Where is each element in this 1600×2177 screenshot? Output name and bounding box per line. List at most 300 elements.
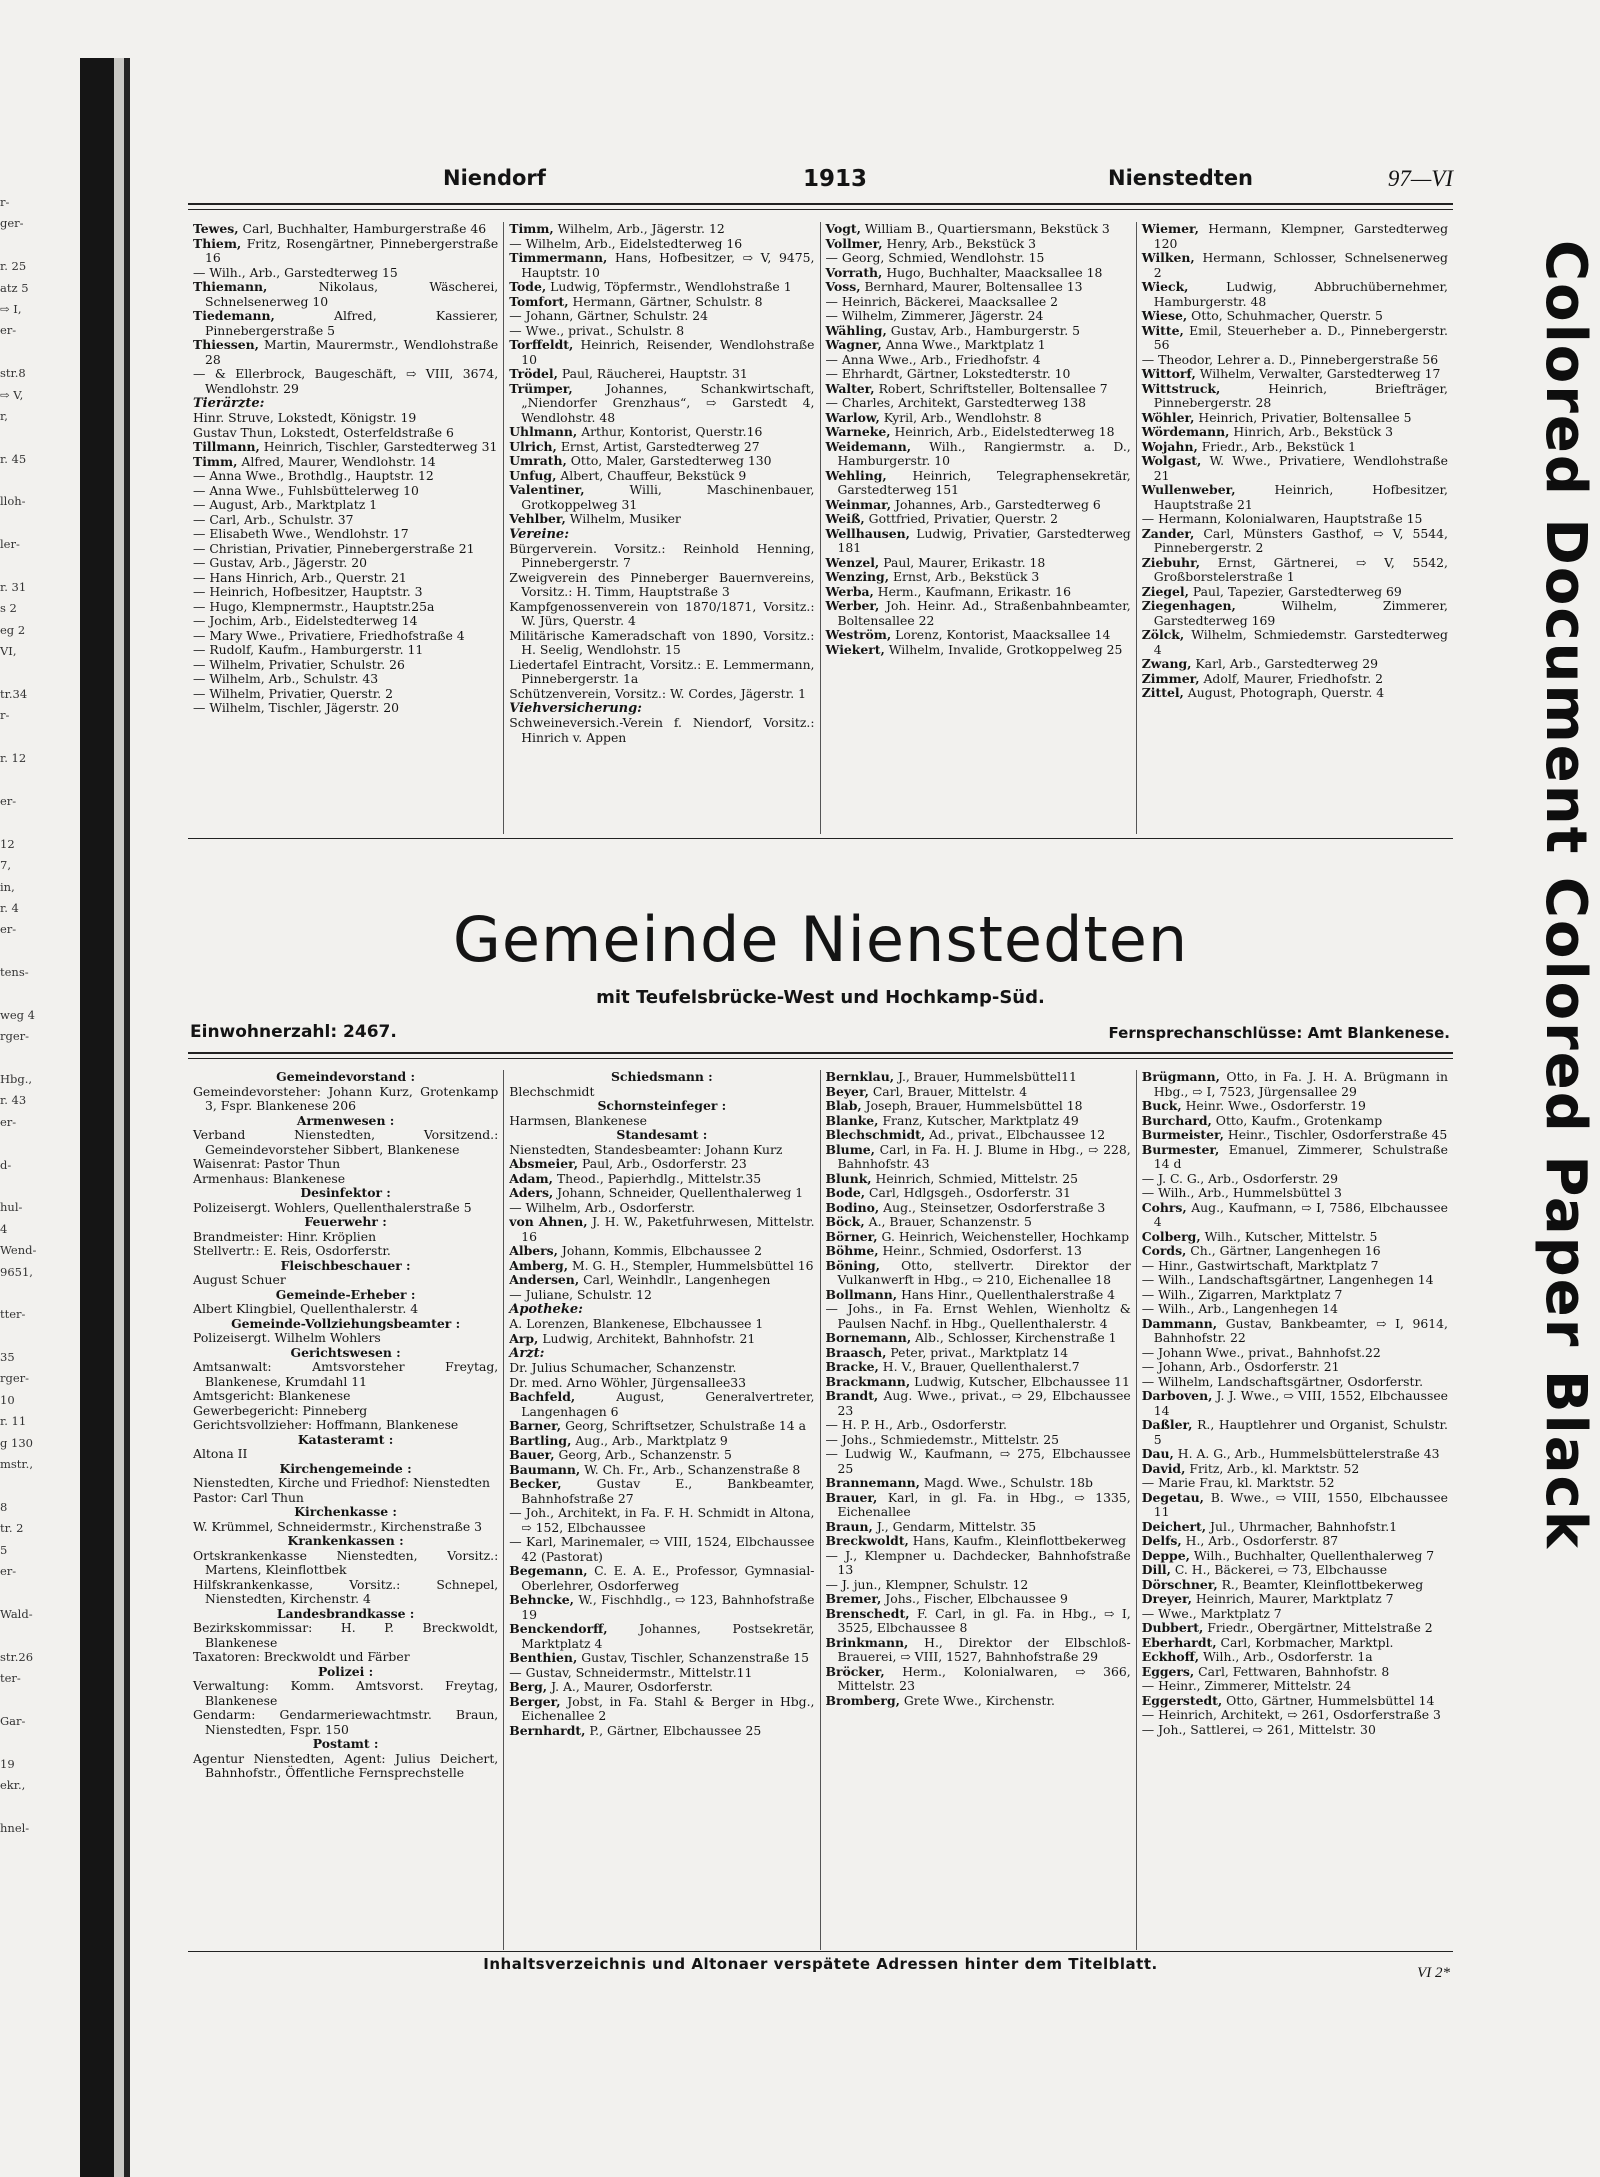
directory-entry [509,1361,814,1376]
section-heading: Armenwesen : [296,1112,395,1128]
directory-entry [509,716,814,745]
directory-column [821,1070,1137,1950]
entry-surname: Timm, [193,453,238,469]
entry-details: Magd. Wwe., Schulstr. 18b [919,1475,1093,1490]
section-heading: Gemeinde-Erheber : [275,1286,416,1302]
entry-surname: Dreyer, [1141,1591,1192,1606]
entry-details: Aug., Steinsetzer, Osdorferstraße 3 [879,1199,1106,1215]
entry-surname: Bröcker, [825,1663,885,1679]
entry-details: Albert, Chauffeur, Bekstück 9 [556,467,747,483]
title-rule-thin [188,1058,1453,1059]
directory-entry [193,1157,498,1172]
directory-entry [826,367,1131,382]
directory-entry [193,556,498,571]
entry-surname: Braun, [825,1518,873,1534]
entry-surname: Trödel, [509,366,558,381]
entry-details: H. V., Brauer, Quellenthalerst.7 [878,1359,1080,1374]
fragment-line: hul- [0,1200,23,1215]
entry-details: Bezirkskommissar: H. P. Breckwoldt, Blankenese [193,1620,499,1650]
directory-entry [509,469,814,484]
phone-exchange: Fernsprechanschlüsse: Amt Blankenese. [1108,1024,1450,1042]
fragment-line: r. 4 [0,900,19,915]
directory-entry [826,1302,1131,1331]
footer-note: Inhaltsverzeichnis und Altonaer verspätete Adressen hinter dem Titelblatt. [483,1955,1158,1973]
directory-entry [1142,527,1448,556]
directory-entry [509,1157,814,1172]
directory-entry [509,1376,814,1391]
entry-details: Armenhaus: Blankenese [193,1170,346,1186]
directory-entry [826,280,1131,295]
directory-entry [193,338,498,367]
entry-details: Heinr., Schmied, Osdorferst. 13 [878,1243,1082,1258]
entry-details: Wilhelm, Zimmerer, Garstedterweg 169 [1153,598,1448,628]
entry-details: — Ludwig W., Kaufmann, ⇨ 275, Elbchaussee 25 [825,1446,1131,1476]
entry-details: Robert, Schriftsteller, Boltensallee 7 [874,380,1108,396]
entry-details: Carl, Brauer, Mittelstr. 4 [868,1083,1028,1099]
section-heading: Fleischbeschauer : [280,1257,411,1273]
directory-entry [826,628,1131,643]
entry-details: Otto, Kaufm., Grotenkamp [1211,1112,1383,1128]
fragment-line [0,1286,78,1307]
entry-surname: Wieck, [1141,279,1189,294]
entry-details: Otto, Maler, Garstedterweg 130 [566,453,772,468]
entry-surname: Dill, [1141,1562,1171,1577]
entry-surname: Bremer, [825,1591,882,1606]
directory-entry [826,396,1131,411]
directory-entry [1142,367,1448,382]
directory-entry [826,1389,1131,1418]
directory-entry [826,1520,1131,1535]
entry-details: — Wilh., Arb., Langenhegen 14 [1141,1301,1339,1316]
entry-details: Wilhelm, Arb., Jägerstr. 12 [553,221,725,236]
directory-entry [193,1549,498,1578]
entry-details: W., Fischhdlg., ⇨ 123, Bahnhofstraße 19 [521,1592,815,1622]
directory-entry [1142,1636,1448,1651]
directory-entry [193,1752,498,1781]
entry-details: Hinr. Struve, Lokstedt, Königstr. 19 [193,410,417,425]
entry-details: Franz, Kutscher, Marktplatz 49 [878,1112,1079,1128]
entry-surname: Blunk, [825,1170,872,1186]
entry-surname: Burmeister, [1141,1127,1224,1142]
entry-details: Ernst, Gärtnerei, ⇨ V, 5542, Großborstelerstraße 1 [1153,554,1448,584]
directory-entry [509,1186,814,1201]
entry-details: — J. C. G., Arb., Osdorferstr. 29 [1141,1170,1338,1186]
directory-entry [1142,425,1448,440]
entry-details: Ad., privat., Elbchaussee 12 [925,1127,1106,1142]
entry-details: — Anna Wwe., Arb., Friedhofstr. 4 [825,351,1041,367]
entry-surname: Wolgast, [1141,453,1202,468]
entry-details: — Hermann, Kolonialwaren, Hauptstraße 15 [1141,511,1423,526]
header-rule [188,203,1453,205]
entry-details: J. H. W., Paketfuhrwesen, Mittelstr. 16 [521,1214,815,1244]
entry-details: — Wwe., Marktplatz 7 [1141,1605,1282,1621]
entry-surname: Becker, [509,1476,562,1491]
entry-details: Hermann, Klempner, Garstedterweg 120 [1153,221,1448,251]
directory-entry [1142,1578,1448,1593]
fragment-line: er- [0,1564,17,1578]
entry-surname: Tillmann, [193,439,260,454]
fragment-line: s 2 [0,601,17,616]
entry-details: Ludwig, Töpfermstr., Wendlohstraße 1 [546,279,792,294]
entry-details: Wilhelm, Musiker [565,511,681,526]
fragment-line: Wend- [0,1243,37,1258]
entry-details: — Wilhelm, Zimmerer, Jägerstr. 24 [825,308,1044,323]
entry-details: Amtsanwalt: Amtsvorsteher Freytag, Blankenese, Krumdahl 11 [193,1359,499,1389]
entry-details: Pastor: Carl Thun [193,1489,304,1505]
directory-column [188,222,504,834]
entry-details: Schweineversich.-Verein f. Niendorf, Vorsitz.: Hinrich v. Appen [509,715,815,745]
fragment-line [0,1799,78,1820]
entry-surname: Ziebuhr, [1141,554,1201,570]
entry-details: Heinrich, Schmied, Mittelstr. 25 [871,1170,1079,1186]
entry-surname: Brinkmann, [825,1634,909,1650]
entry-details: C. E. A. E., Professor, Gymnasial-Oberlehrer, Osdorferweg [521,1563,815,1593]
directory-entry [509,280,814,295]
entry-details: Harmsen, Blankenese [509,1112,647,1128]
entry-details: Ludwig, Privatier, Garstedterweg 181 [837,525,1131,555]
directory-entry [1142,1389,1448,1418]
entry-surname: Deichert, [1141,1518,1207,1534]
entry-details: — Juliane, Schulstr. 12 [509,1286,652,1302]
entry-surname: Unfug, [509,467,557,483]
entry-surname: Wenzing, [825,569,890,584]
entry-details: — Joh., Sattlerei, ⇨ 261, Mittelstr. 30 [1141,1721,1376,1737]
entry-details: R., Beamter, Kleinflottbekerweg [1217,1576,1424,1592]
directory-entry [193,701,498,716]
header-left: Niendorf [443,166,546,190]
binding-gutter-edge [114,58,124,2177]
entry-surname: Witte, [1141,322,1184,338]
entry-details: Gemeindevorsteher: Johann Kurz, Grotenkamp 3, Fspr. Blankenese 206 [193,1083,499,1113]
directory-entry [193,571,498,586]
entry-surname: Buck, [1141,1098,1182,1113]
footer-rule [188,1951,1453,1952]
entry-details: — Anna Wwe., Brothdlg., Hauptstr. 12 [193,468,434,483]
directory-entry [826,1085,1131,1100]
fragment-line: 12 [0,836,15,851]
entry-details: Gustav, Arb., Hamburgerstr. 5 [886,322,1080,338]
entry-surname: Torffeldt, [509,337,574,352]
directory-entry [1142,1491,1448,1520]
entry-details: Kyril, Arb., Wendlohstr. 8 [879,409,1042,425]
entry-details: — Gustav, Arb., Jägerstr. 20 [193,555,368,570]
entry-surname: Dammann, [1141,1315,1218,1331]
entry-surname: Brannemann, [825,1475,920,1490]
directory-entry [1142,1070,1448,1099]
fragment-line: er- [0,1114,17,1129]
entry-details: Brandmeister: Hinr. Kröplien [193,1228,377,1244]
directory-entry [1142,1099,1448,1114]
directory-entry [1142,672,1448,687]
fragment-line: str.26 [0,1649,34,1664]
fragment-line: atz 5 [0,280,29,295]
directory-entry [826,440,1131,469]
directory-entry [826,1534,1131,1549]
entry-surname: Ziegenhagen, [1141,598,1236,613]
section-heading: Gemeindevorstand : [276,1069,416,1084]
directory-entry [1142,1186,1448,1201]
entry-surname: Andersen, [509,1272,580,1287]
entry-details: — Hugo, Klempnermstr., Hauptstr.25a [193,598,435,614]
section-heading: Schornsteinfeger : [597,1098,727,1113]
entry-surname: Aders, [509,1185,554,1200]
directory-entry [826,1549,1131,1578]
entry-details: — Wilh., Arb., Garstedterweg 15 [193,264,398,280]
entry-details: Paul, Tapezier, Garstedterweg 69 [1188,583,1402,599]
fragment-line: Hbg., [0,1072,33,1087]
directory-entry [193,672,498,687]
section-heading: Polizei : [318,1663,374,1679]
entry-surname: Böhme, [825,1243,879,1258]
entry-surname: Warneke, [825,424,891,439]
entry-details: Henry, Arb., Bekstück 3 [882,235,1036,251]
entry-details: — Ehrhardt, Gärtner, Lokstedterstr. 10 [825,366,1071,381]
entry-surname: Zwang, [1141,656,1192,671]
entry-surname: Wehling, [825,467,887,483]
entry-surname: Wullenweber, [1141,482,1236,497]
entry-surname: Breckwoldt, [825,1533,909,1548]
directory-entry [1142,1723,1448,1738]
entry-surname: Benthien, [509,1650,578,1665]
fragment-line: er- [0,323,17,338]
entry-surname: Wilken, [1141,250,1195,265]
directory-entry [1142,686,1448,701]
entry-details: Blechschmidt [509,1083,595,1099]
directory-entry [509,1622,814,1651]
fragment-line: str.8 [0,366,26,381]
entry-details: Emanuel, Zimmerer, Schulstraße 14 d [1153,1141,1448,1171]
fragment-line: in, [0,879,15,894]
directory-entry [1142,1230,1448,1245]
fragment-line [0,1051,78,1072]
entry-details: Ortskrankenkasse Nienstedten, Vorsitz.: Martens, Kleinflottbek [193,1547,499,1577]
entry-details: A. Lorenzen, Blankenese, Elbchaussee 1 [509,1316,764,1331]
entry-details: — Wilhelm, Arb., Eidelstedterweg 16 [509,235,743,251]
directory-entry [193,1389,498,1404]
directory-entry [1142,1114,1448,1129]
entry-details: August, Generalvertreter, Langenhagen 6 [521,1389,815,1419]
entry-details: — Charles, Architekt, Garstedterweg 138 [825,395,1087,410]
entry-details: J., Gendarm, Mittelstr. 35 [872,1518,1037,1534]
fragment-line: rger- [0,1371,30,1386]
directory-entry [826,222,1131,237]
entry-surname: Bracke, [825,1359,879,1374]
entry-surname: Daßler, [1141,1417,1193,1432]
entry-details: Liedertafel Eintracht, Vorsitz.: E. Lemmermann, Pinnebergerstr. 1a [509,656,815,686]
category-heading: Tierärzte: [193,396,265,411]
entry-details: G. Heinrich, Weichensteller, Hochkamp [877,1228,1130,1244]
entry-surname: Wittstruck, [1141,380,1221,396]
entry-surname: Blechschmidt, [825,1127,926,1142]
directory-entry [1142,1172,1448,1187]
directory-entry [826,411,1131,426]
entry-details: W. Wwe., Privatiere, Wendlohstraße 21 [1153,453,1448,483]
directory-entry [1142,280,1448,309]
directory-entry [193,1404,498,1419]
entry-details: — Hinr., Gastwirtschaft, Marktplatz 7 [1141,1257,1379,1273]
entry-surname: Thiem, [193,235,242,251]
directory-entry [509,309,814,324]
entry-details: August, Photograph, Querstr. 4 [1183,685,1385,700]
directory-entry [826,1331,1131,1346]
entry-details: Johannes, Arb., Garstedterweg 6 [891,496,1101,512]
previous-page-fragment [0,195,78,1842]
entry-details: Heinrich, Reisender, Wendlohstraße 10 [521,337,815,367]
directory-entry [193,309,498,338]
directory-entry [509,1593,814,1622]
entry-details: Hinrich, Arb., Bekstück 3 [1229,424,1393,439]
entry-details: — Mary Wwe., Privatiere, Friedhofstraße 4 [193,627,465,643]
directory-entry [509,1564,814,1593]
directory-entry [826,1447,1131,1476]
directory-entry [193,1679,498,1708]
entry-details: — Elisabeth Wwe., Wendlohstr. 17 [193,526,409,541]
entry-details: Grete Wwe., Kirchenstr. [899,1692,1055,1708]
entry-surname: Böning, [825,1257,880,1273]
fragment-line: d- [0,1157,12,1172]
category-heading: Vereine: [509,526,569,542]
directory-entry [1142,628,1448,657]
entry-surname: Amberg, [509,1257,569,1273]
entry-details: Gustav Thun, Lokstedt, Osterfeldstraße 6 [193,424,454,440]
entry-details: — Heinrich, Hofbesitzer, Hauptstr. 3 [193,584,423,599]
entry-surname: Vogt, [825,221,861,236]
directory-entry [826,237,1131,252]
entry-details: Nienstedten, Standesbeamter: Johann Kurz [509,1141,783,1157]
entry-details: Carl, Korbmacher, Marktpl. [1216,1634,1394,1650]
fragment-line [0,1585,78,1606]
directory-entry [193,1447,498,1462]
entry-details: Jul., Uhrmacher, Bahnhofstr.1 [1206,1518,1398,1534]
entry-details: Paul, Arb., Osdorferstr. 23 [578,1156,747,1171]
directory-entry [509,367,814,382]
directory-entry [193,498,498,513]
directory-entry [826,1607,1131,1636]
directory-entry [509,425,814,440]
directory-entry [193,266,498,281]
directory-entry [826,585,1131,600]
fragment-line: g 130 [0,1435,33,1450]
directory-entry [1142,1549,1448,1564]
directory-entry [193,222,498,237]
entry-details: Nienstedten, Kirche und Friedhof: Nienstedten [193,1475,490,1490]
fragment-line: ⇨ V, [0,387,24,402]
directory-entry [1142,1476,1448,1491]
fragment-line: eg 2 [0,622,26,637]
entry-surname: Wellhausen, [825,525,910,541]
entry-details: F. Carl, in gl. Fa. in Hbg., ⇨ I, 3525, Elbchaussee 8 [837,1605,1131,1635]
directory-entry [826,1578,1131,1593]
section-heading: Gemeinde-Vollziehungsbeamter : [231,1315,461,1331]
entry-details: J. A., Maurer, Osdorferstr. [547,1679,713,1694]
directory-entry [1142,353,1448,368]
entry-details: Paul, Maurer, Erikastr. 18 [879,554,1046,570]
entry-details: — Heinr., Zimmerer, Mittelstr. 24 [1141,1678,1352,1693]
entry-details: Willi, Maschinenbauer, Grotkoppelweg 31 [521,482,815,512]
entry-surname: Beyer, [825,1083,869,1099]
directory-entry [193,643,498,658]
directory-entry [826,1433,1131,1448]
entry-surname: Blab, [825,1098,862,1113]
directory-entry [509,512,814,527]
directory-entry [1142,1447,1448,1462]
directory-entry [826,324,1131,339]
entry-details: — August, Arb., Marktplatz 1 [193,497,378,512]
directory-entry [193,513,498,528]
directory-entry [193,1230,498,1245]
entry-details: Nikolaus, Wäscherei, Schnelsenerweg 10 [205,279,499,309]
entry-details: — Wilh., Zigarren, Marktplatz 7 [1141,1286,1343,1302]
directory-entry [826,556,1131,571]
fragment-line: ⇨ I, [0,301,22,316]
fragment-line: r. 45 [0,451,27,466]
entry-details: — Christian, Privatier, Pinnebergerstraße 21 [193,540,475,556]
directory-entry [509,1172,814,1187]
directory-entry [509,1244,814,1259]
entry-surname: Albers, [509,1243,558,1258]
entry-details: Altona II [193,1446,248,1461]
directory-entry [1142,440,1448,455]
directory-entry [193,280,498,309]
entry-surname: Degetau, [1141,1489,1204,1505]
entry-surname: Tomfort, [509,293,569,309]
directory-entry [509,571,814,600]
fragment-line: r- [0,195,10,209]
entry-details: Gewerbegericht: Pinneberg [193,1402,368,1418]
directory-entry [1142,1302,1448,1317]
entry-details: Ernst, Arb., Bekstück 3 [889,569,1040,584]
entry-details: — Wilhelm, Privatier, Querstr. 2 [193,685,394,701]
directory-entry [193,1172,498,1187]
entry-surname: Voss, [825,279,861,294]
entry-surname: Bauer, [509,1447,555,1462]
entry-details: Heinrich, Privatier, Boltensallee 5 [1194,409,1412,425]
directory-entry [193,1621,498,1650]
entry-details: Alb., Schlosser, Kirchenstraße 1 [911,1330,1117,1345]
fragment-line [0,1329,78,1350]
entry-details: Hugo, Buchhalter, Maacksallee 18 [882,264,1103,280]
category-heading: Viehversicherung: [509,701,642,716]
directory-entry [509,1724,814,1739]
entry-surname: Werba, [825,583,874,599]
entry-details: Georg, Schriftsetzer, Schulstraße 14 a [561,1418,806,1433]
directory-entry [1142,1621,1448,1636]
fragment-line: tter- [0,1307,26,1322]
entry-details: — J., Klempner u. Dachdecker, Bahnhofstraße 13 [825,1547,1131,1577]
directory-entry [1142,1520,1448,1535]
entry-details: Friedr., Arb., Bekstück 1 [1197,438,1356,454]
directory-entry [826,1201,1131,1216]
fragment-line: weg 4 [0,1007,35,1022]
fragment-line [0,516,78,537]
fragment-line: r. 43 [0,1093,27,1108]
entry-details: Joh. Heinr. Ad., Straßenbahnbeamter, Boltensallee 22 [837,598,1131,628]
entry-surname: Dubbert, [1141,1620,1204,1635]
entry-surname: Blume, [825,1141,875,1157]
directory-entry [826,1114,1131,1129]
entry-surname: Absmeier, [509,1156,579,1171]
entry-details: — Georg, Schmied, Wendlohstr. 15 [825,250,1045,265]
directory-entry [193,658,498,673]
directory-entry [509,1680,814,1695]
entry-surname: Brackmann, [825,1373,911,1389]
directory-entry [826,527,1131,556]
entry-details: Gerichtsvollzieher: Hoffmann, Blankenese [193,1417,459,1432]
directory-entry [826,1592,1131,1607]
entry-details: — Johs., in Fa. Ernst Wehlen, Wienholtz & Paulsen Nachf. in Hbg., Quellenthalerstr. 4 [825,1301,1131,1331]
category-heading: Arzt: [509,1346,545,1361]
entry-details: — Wilh., Arb., Hummelsbüttel 3 [1141,1185,1342,1200]
